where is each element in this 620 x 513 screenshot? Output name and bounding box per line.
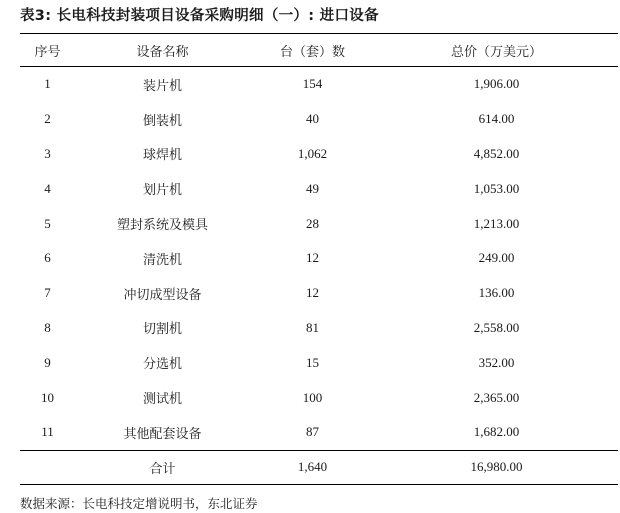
- cell-name: 塑封系统及模具: [116, 218, 208, 234]
- cell-qty: 15: [306, 354, 319, 370]
- table-row: [20, 311, 618, 346]
- cell-name: 切割机: [142, 322, 182, 338]
- total-blank-cell: [20, 450, 75, 484]
- cell-name: 其他配套设备: [123, 426, 202, 442]
- table-row: [20, 67, 618, 102]
- cell-name: 清洗机: [142, 252, 182, 268]
- table-row: [20, 206, 618, 241]
- header-qty: 台（套）数: [250, 34, 375, 67]
- table-row: [20, 276, 618, 311]
- cell-total: 352.00: [478, 354, 515, 370]
- cell-qty: 12: [306, 285, 319, 301]
- cell-qty: 1,062: [297, 145, 328, 161]
- cell-no: 9: [44, 354, 51, 370]
- cell-qty: 81: [306, 319, 319, 335]
- cell-no: 3: [44, 145, 51, 161]
- cell-total: 1,906.00: [473, 76, 520, 92]
- cell-qty: 12: [306, 250, 319, 266]
- equipment-table: [20, 33, 618, 485]
- cell-qty: 40: [306, 111, 319, 127]
- cell-total: 614.00: [478, 111, 515, 127]
- cell-name: 倒装机: [142, 113, 182, 129]
- cell-total: 2,365.00: [473, 389, 520, 405]
- table-row: [20, 102, 618, 137]
- table-body: [20, 67, 618, 485]
- cell-total: 249.00: [478, 250, 515, 266]
- cell-total: 136.00: [478, 285, 515, 301]
- cell-name: 球焊机: [142, 148, 182, 164]
- total-row: [20, 450, 618, 484]
- table-row: [20, 345, 618, 380]
- cell-qty: 28: [306, 215, 319, 231]
- header-name: 设备名称: [75, 34, 250, 67]
- cell-total: 1,053.00: [473, 180, 520, 196]
- cell-name: 装片机: [142, 78, 182, 94]
- cell-name: 划片机: [142, 183, 182, 199]
- header-total: 总价（万美元）: [375, 34, 618, 67]
- cell-no: 8: [44, 319, 51, 335]
- cell-no: 10: [41, 389, 54, 405]
- total-amount: 16,980.00: [375, 450, 618, 484]
- table-row: [20, 171, 618, 206]
- cell-qty: 87: [306, 424, 319, 440]
- cell-no: 6: [44, 250, 51, 266]
- total-label: 合计: [75, 450, 250, 484]
- cell-name: 冲切成型设备: [123, 287, 202, 303]
- table-row: [20, 380, 618, 415]
- cell-total: 1,682.00: [473, 424, 520, 440]
- cell-no: 4: [44, 180, 51, 196]
- header-no: 序号: [20, 34, 75, 67]
- table-header-row: [20, 34, 618, 67]
- cell-no: 7: [44, 285, 51, 301]
- cell-qty: 49: [306, 180, 319, 196]
- cell-total: 2,558.00: [473, 319, 520, 335]
- data-source: 数据来源：长电科技定增说明书，东北证券: [20, 496, 258, 511]
- cell-qty: 100: [302, 389, 323, 405]
- table-row: [20, 415, 618, 450]
- cell-no: 1: [44, 76, 51, 92]
- cell-total: 1,213.00: [473, 215, 520, 231]
- cell-no: 11: [41, 424, 54, 440]
- table-row: [20, 137, 618, 172]
- cell-name: 分选机: [142, 357, 182, 373]
- cell-total: 4,852.00: [473, 145, 520, 161]
- table-title: 表3: 长电科技封装项目设备采购明细（一）: 进口设备: [20, 8, 379, 24]
- cell-qty: 154: [302, 76, 323, 92]
- table-row: [20, 241, 618, 276]
- cell-name: 测试机: [142, 392, 182, 408]
- cell-no: 2: [44, 111, 51, 127]
- total-qty: 1,640: [250, 450, 375, 484]
- cell-no: 5: [44, 215, 51, 231]
